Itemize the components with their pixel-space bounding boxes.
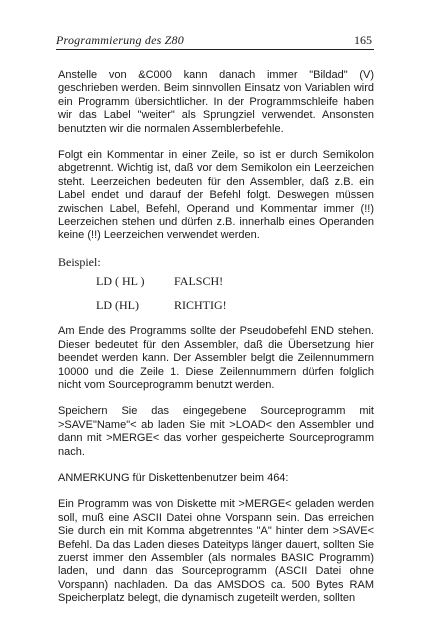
note-heading: ANMERKUNG für Diskettenbenutzer beim 464:: [58, 471, 289, 484]
paragraph-variables: Anstelle von &C000 kann danach immer "Bildad" (V) geschrieben werden. Beim sinnvollen Einsatz von Variablen wird ein Programm übersichtlicher. In der Programmschleife haben wir das Label "weiter" als Sprungziel verwendet. Ansonsten benutzten wir die normalen Assemblerbefehle.: [58, 69, 374, 135]
example-line-wrong: [58, 273, 374, 297]
example-label: Beispiel:: [58, 254, 101, 269]
running-header: [56, 33, 374, 50]
body-text: [58, 69, 374, 619]
paragraph-save: Speichern Sie das eingegebene Sourceprogramm mit >SAVE"Name"< ab laden Sie mit >LOAD< den Assembler und dann mit >MERGE< das vorher gespeicherte Sourceprogramm nach.: [58, 405, 374, 458]
example-result: RICHTIG!: [174, 298, 227, 313]
paragraph-end: Am Ende des Programms sollte der Pseudobefehl END stehen. Dieser bedeutet für den Assembler, daß die Übersetzung hier beendet werden kann. Der Assembler belgt die Zeilennummern 10000 und die Zeile 1. Diese Zeilennummern dürfen folglich nicht vom Sourceprogramm benutzt werden.: [58, 325, 374, 391]
header-title: Programmierung des Z80: [56, 33, 184, 47]
example-result: FALSCH!: [174, 274, 224, 289]
example-line-right: [58, 297, 374, 321]
paragraph-disk: Ein Programm was von Diskette mit >MERGE< geladen werden soll, muß eine ASCII Datei ohne Vorspann sein. Das erreichen Sie durch ein mit Komma abgetrenntes "A" hinter dem >SAVE< Befehl. Da das Laden dieses Dateityps länger dauert, sollten Sie zuerst immer den Assembler (als normales BASIC Programm) laden, und dann das Sourceprogramm (ASCII Datei ohne Vorspann) nachladen. Da das AMSDOS ca. 500 Bytes RAM Speicherplatz belegt, die dynamisch zugeteilt werden, sollten: [58, 498, 374, 605]
page-number: 165: [354, 33, 372, 47]
example-code: LD (HL): [96, 298, 139, 313]
example-code: LD ( HL ): [96, 274, 145, 289]
paragraph-comments: Folgt ein Kommentar in einer Zeile, so ist er durch Semikolon abgetrennt. Wichtig ist, daß vor dem Semikolon ein Leerzeichen steht. Leerzeichen bedeuten für den Assembler, daß z.B. ein Label endet und darauf der Befehl folgt. Deswegen müssen zwischen Label, Befehl, Operand und Kommentar immer (!!) Leerzeichen stehen und dürfen z.B. innerhalb eines Operanden keine (!!) Leerzeichen verwendet werden.: [58, 149, 374, 242]
